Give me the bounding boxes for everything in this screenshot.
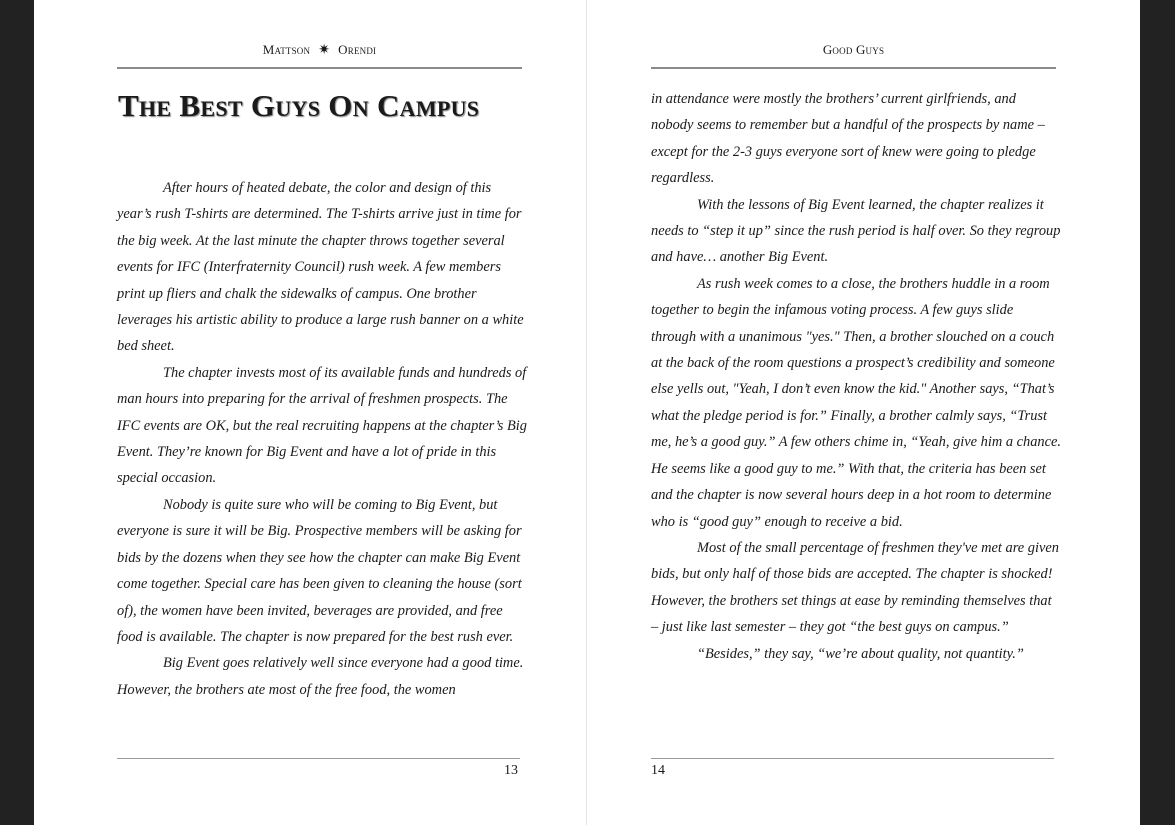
page-number: 14	[651, 763, 665, 778]
paragraph: After hours of heated debate, the color and design of this year’s rush T-shirts are determined. The T-shirts arrive just in time for the big week. At the last minute the chapter throws together several events for IFC (Interfraternity Council) rush week. A few members print up fliers and chalk the sidewalks of campus. One brother leverages his artistic ability to produce a large rush banner on a white bed sheet.	[117, 180, 524, 355]
paragraph: in attendance were mostly the brothers’ current girlfriends, and nobody seems to remember but a handful of the prospects by name – except for the 2-3 guys everyone sort of knew were going to pledge regardless.	[651, 91, 1045, 187]
right-page	[587, 0, 1140, 825]
paragraph: With the lessons of Big Event learned, the chapter realizes it needs to “step it up” since the rush period is half over. So they regroup and have… another Big Event.	[651, 196, 1061, 266]
header-rule	[651, 67, 1056, 69]
book-title: Good Guys	[822, 42, 885, 57]
paragraph: Most of the small percentage of freshmen they've met are given bids, but only half of those bids are accepted. The chapter is shocked! However, the brothers set things at ease by reminding themselves that – just like last semester – they got “the best guys on campus.”	[651, 539, 1059, 636]
running-header-title	[651, 42, 1056, 58]
book-spread	[34, 0, 1140, 825]
paragraph: As rush week comes to a close, the brothers huddle in a room together to begin the infamous voting process. A few guys slide through with a unanimous "yes." Then, a brother slouched on a couch at the back of the room questions a prospect’s credibility and someone else yells out, "Yeah, I don’t even know the kid." Another says, “That’s what the pledge period is for.” Finally, a brother calmly says, “Trust me, he’s a good guy.” A few others chime in, “Yeah, give him a chance. He seems like a good guy to me.” With that, the criteria has been set and the chapter is now several hours deep in a hot room to determine who is “good guy” enough to receive a bid.	[651, 275, 1061, 530]
paragraph: Big Event goes relatively well since everyone had a good time. However, the brothers ate most of the free food, the women	[117, 655, 524, 698]
left-page	[34, 0, 586, 825]
page-number: 13	[504, 763, 518, 778]
asterisk-star-icon: ✷	[318, 43, 331, 58]
chapter-title: The Best Guys On Campus	[118, 88, 480, 123]
footer-rule	[117, 758, 520, 759]
author-name-2: Orendi	[338, 42, 377, 57]
paragraph: “Besides,” they say, “we’re about quality, not quantity.”	[697, 645, 1024, 662]
footer-rule	[651, 758, 1054, 759]
paragraph: The chapter invests most of its available funds and hundreds of man hours into preparing for the arrival of freshmen prospects. The IFC events are OK, but the real recruiting happens at the chapter’s Big Event. They’re known for Big Event and have a lot of pride in this special occasion.	[117, 364, 527, 487]
running-header-authors	[117, 42, 522, 59]
author-name-1: Mattson	[262, 42, 311, 57]
right-body-text	[651, 86, 1061, 667]
header-rule	[117, 67, 522, 69]
left-body-text	[117, 175, 527, 703]
paragraph: Nobody is quite sure who will be coming to Big Event, but everyone is sure it will be Big. Prospective members will be asking for bids by the dozens when they see how the chapter can make Big Event come together. Special care has been given to cleaning the house (sort of), the women have been invited, beverages are provided, and free food is available. The chapter is now prepared for the best rush ever.	[117, 496, 522, 645]
